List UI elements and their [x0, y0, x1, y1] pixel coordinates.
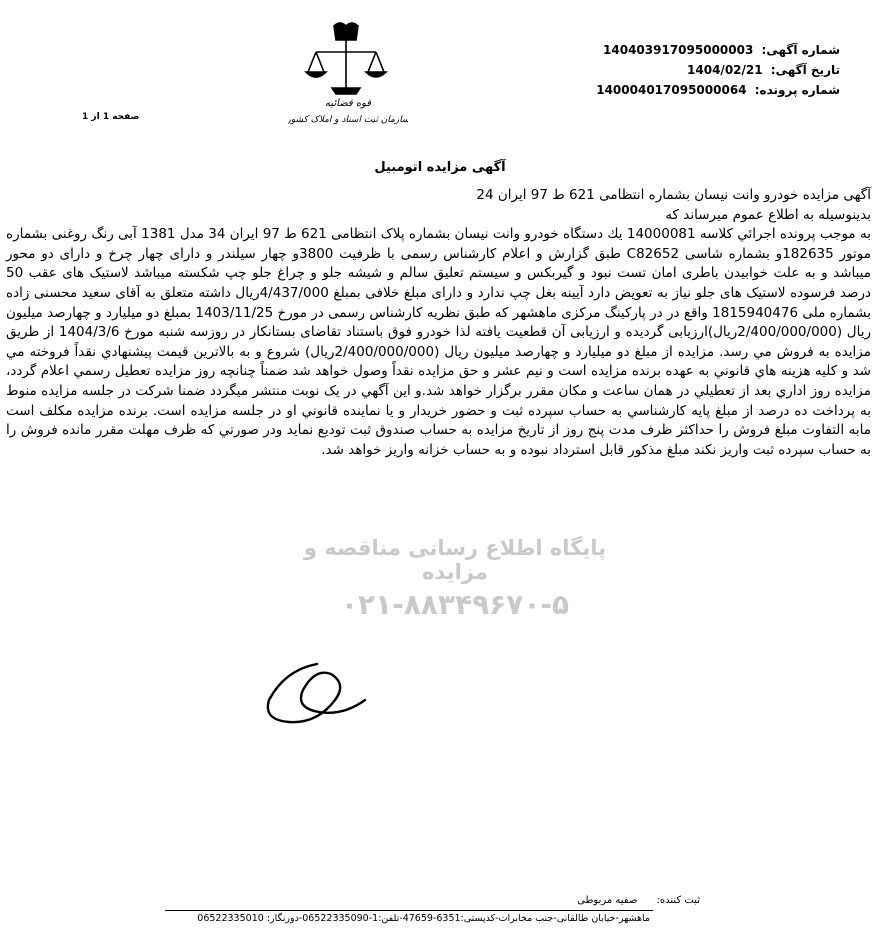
- intro-line: بدینوسیله به اطلاع عموم میرساند که: [665, 206, 871, 223]
- signature-icon: [255, 660, 375, 730]
- case-number: 140004017095000064: [596, 83, 747, 97]
- logo-bottom-text: سازمان ثبت اسناد و املاک کشور: [288, 115, 408, 125]
- footer-divider: [165, 910, 653, 911]
- logo-top-text: قوه قضائیه: [324, 98, 372, 109]
- notice-number: 140403917095000003: [603, 43, 754, 57]
- case-number-row: [440, 80, 840, 100]
- registrar-label: ثبت کننده:: [656, 895, 700, 906]
- subject-line: آگهی مزایده خودرو وانت نیسان بشماره انتظامی 621 ط 97 ایران 24: [476, 187, 871, 203]
- main-paragraph: به موجب پرونده اجرائي كلاسه 14000081 يك دستگاه خودرو وانت نيسان بشماره پلاک انتظامی 621 ط 97 ايران 34 مدل 1381 آبی رنگ روغنی بشماره موتور 182635و بشماره شاسی C82652 طبق گزارش و اعلام كارشناس رسمی با ظرفيت 3800و چهار سيلندر و دارای چهار چرخ و دارای دو محور ميباشد و به علت خوابيدن باطری امان تست نبود و گيربكس و سيستم تعليق سالم و شيشه جلو و چراغ جلو چپ شكسته ميباشد لاستيک های عقب 50 درصد فرسوده لاستيک های جلو نياز به تعويض دارد آيينه بغل چپ ندارد و دارای مبلغ خلافی بمبلغ 4/437/000ريال داشته متعلق به آقای سعيد محسنی زاده بشماره ملی 1815940476 واقع در در پاركينگ مركزی ماهشهر كه طبق نظريه كارشناس رسمی در مورخ 1403/11/25 بمبلغ دو ميليارد و چهارصد ميليون ريال (2/400/000/000ريال)ارزيابی گرديده و ارزيابی آن قطعيت يافته لذا خودرو فوق باستناد تقاضای بستانكار در روزسه شنبه مورخ 1404/3/6 از طريق مزايده به فروش مي رسد. مزايده از مبلغ دو ميليارد و چهارصد ميليون ريال (2/400/000/000ريال) شروع و به بالاترين قيمت پيشنهادي نقداً فروخته مي شد و كليه هزينه هاي قانوني به عهده برنده مزايده است و نيم عشر و حق مزايده نقداً وصول خواهد شد ضمناً چنانچه روز مزايده تعطيل رسمي اعلام گردد، مزايده روز اداري بعد از تعطيلي در همان ساعت و مكان مقرر برگزار خواهد شد.و اين آگهي در يک نوبت منتشر ميگردد ضمنا شركت در جلسه مزايده منوط به پرداخت ده درصد از مبلغ پايه كارشناسي به حساب سپرده ثبت و حضور خريدار و يا نماينده قانوني او در جلسه مزايده است. برنده مزايده مكلف است مابه التفاوت مبلغ فروش را حداكثر ظرف مدت پنج روز از تاريخ مزايده به حساب صندوق ثبت توديع نمايد ودر صورتي كه ظرف مهلت مقرر مانده فروش را به حساب سپرده ثبت واريز نكند مبلغ مذكور قابل استرداد نبوده و به حساب خزانه واريز خواهد شد.: [6, 226, 872, 458]
- case-number-label: شماره پرونده:: [754, 83, 840, 97]
- judiciary-logo: [288, 18, 408, 128]
- page-number: صفحه 1 از 1: [82, 112, 140, 122]
- notice-number-row: [440, 40, 840, 60]
- footer-address: ماهشهر-خیابان طالقانی-جنب مخابرات-کدپستی:6351-47659-تلفن:1-06522335090-دورنگار: 06522335010: [197, 913, 650, 924]
- handwritten-signature: [255, 660, 375, 730]
- notice-meta: [440, 40, 840, 100]
- document-title: آگهی مزایده اتومبیل: [374, 160, 506, 175]
- notice-date-label: تاریخ آگهی:: [770, 63, 840, 77]
- registrar: [520, 895, 700, 906]
- watermark: [290, 536, 620, 621]
- scales-emblem-icon: [288, 18, 408, 128]
- notice-body: [6, 186, 871, 460]
- notice-number-label: شماره آگهی:: [761, 43, 840, 57]
- watermark-phone: ۰۲۱-۸۸۳۴۹۶۷۰-۵: [340, 588, 570, 621]
- watermark-text: پایگاه اطلاع رسانی مناقصه و مزایده: [303, 536, 607, 584]
- registrar-name: صفیه مربوطی: [577, 895, 638, 906]
- notice-date-row: [440, 60, 840, 80]
- notice-date: 1404/02/21: [687, 63, 763, 77]
